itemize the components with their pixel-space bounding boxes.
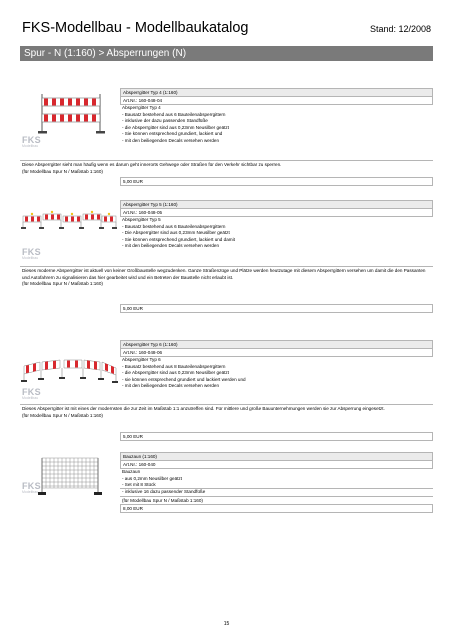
fks-logo: FKS Modellbau [22,481,41,494]
feature-item: - mit den beiliegenden Decals versehen werden [122,137,220,143]
catalog-title: FKS-Modellbau - Modellbaukatalog [22,20,249,36]
feature-item: - die Absperrgitter sind aus 0,23mm Neusilber geätzt [122,370,229,376]
product-image [20,452,118,516]
product-absperrgitter-typ-4 [20,88,433,188]
article-number: Art.Nr.: 160-048-06 [120,348,433,357]
article-number: Art.Nr.: 160-048-04 [120,96,433,105]
product-price: 8,00 EUR [120,504,433,513]
feature-list [120,356,433,396]
product-title: Absperrgitter Typ 5 (1:160) [120,200,433,209]
product-name: Absperrgitter Typ 4 [122,105,161,110]
feature-item: - aus 0,2mm Neusilber geätzt [122,475,182,481]
feature-item: - mit den beiliegenden Decals versehen werden [122,383,220,389]
feature-item: - mit den beiliegenden Decals versehen werden [122,243,220,249]
article-number: Art.Nr.: 160-040 [120,460,433,469]
product-absperrgitter-typ-6 [20,340,433,440]
feature-item: - inklusive der dazu passenden Standfüße [122,118,208,124]
feature-item: - Sie können entsprechend grundiert, lackiert und [122,131,223,137]
product-title: Bauzaun (1:160) [120,452,433,461]
feature-item: - die Absperrgitter sind aus 0,23mm Neusilber geätzt [122,124,229,130]
feature-item: - Set mit 8 Stück [122,482,156,488]
feature-item: - inklusive 16 dazu passender Standfüße [122,488,206,494]
feature-item: - Die Absperrgitter sind aus 0,23mm Neusilber geätzt [122,230,230,236]
product-price: 5,00 EUR [120,177,433,186]
product-image [20,88,118,152]
feature-item: - sie können entsprechend grundiert und lackiert werden und [122,376,246,382]
product-name: Absperrgitter Typ 6 [122,357,161,362]
feature-list [120,104,433,148]
fks-logo: FKS Modellbau [22,135,41,148]
feature-item: - Bausatz bestehend aus 6 Bauteilenabsperrgittern [122,111,226,117]
product-absperrgitter-typ-5 [20,200,433,312]
scale-note: (für Modellbau Spur N / Maßstab 1:160) [120,496,433,505]
product-image [20,200,118,264]
product-name: Absperrgitter Typ 5 [122,217,161,222]
product-title: Absperrgitter Typ 4 (1:160) [120,88,433,97]
product-price: 5,00 EUR [120,432,433,441]
product-bauzaun [20,452,433,528]
feature-item: - Sie können entsprechend grundiert, lackiert und damit [122,236,235,242]
scale-note: (für Modellbau Spur N / Maßstab 1:160) [22,168,103,174]
feature-list [120,216,433,256]
product-description: Diese Absperrgitter sieht man häufig wenn es darum geht innerorts Gehwege oder Straßen für den Verkehr sichtbar zu sperren. (für Modellbau Spur N / Maßstab 1:160) [20,160,433,175]
category-breadcrumb: Spur - N (1:160) > Absperrungen (N) [20,46,433,61]
product-description: Dieses moderne Absperrgitter ist aktuell von keiner Großbaustelle wegzudenken. Ganze Straßenzüge und Plätze werden heutzutage mit diesem Absperrgittern versehen um damit die den Passanten und Autofahrern zu signalisieren das hier gearbeitet wird und ein Betreten der Baustelle nicht erlaubt ist. (für Modellbau Spur N / Maßstab 1:160) [20,266,433,288]
page-number: 15 [223,621,230,627]
scale-note: (für Modellbau Spur N / Maßstab 1:160) [22,412,103,418]
product-title: Absperrgitter Typ 6 (1:160) [120,340,433,349]
product-description [120,488,433,496]
fks-logo: FKS Modellbau [22,247,41,260]
product-price: 5,00 EUR [120,304,433,313]
feature-item: - Bausatz bestehend aus 8 Bauteilenabsperrgittern [122,363,226,369]
product-description: Dieses Absperrgitter ist mit eines der modernsten die zur Zeit im Maßstab 1:1 anzutreffen sind. Für mittlere und große Bauunternehmungen werden sie zur Absperrung eingesetzt. (für Modellbau Spur N / Maßstab 1:160) [20,404,433,419]
article-number: Art.Nr.: 160-048-05 [120,208,433,217]
product-image [20,340,118,404]
product-name: Bauzaun [122,469,141,474]
feature-item: - Bausatz bestehend aus 6 Bauteilenabsperrgittern [122,223,226,229]
fks-logo: FKS Modellbau [22,387,41,400]
catalog-date: Stand: 12/2008 [369,24,431,34]
scale-note: (für Modellbau Spur N / Maßstab 1:160) [22,281,103,287]
